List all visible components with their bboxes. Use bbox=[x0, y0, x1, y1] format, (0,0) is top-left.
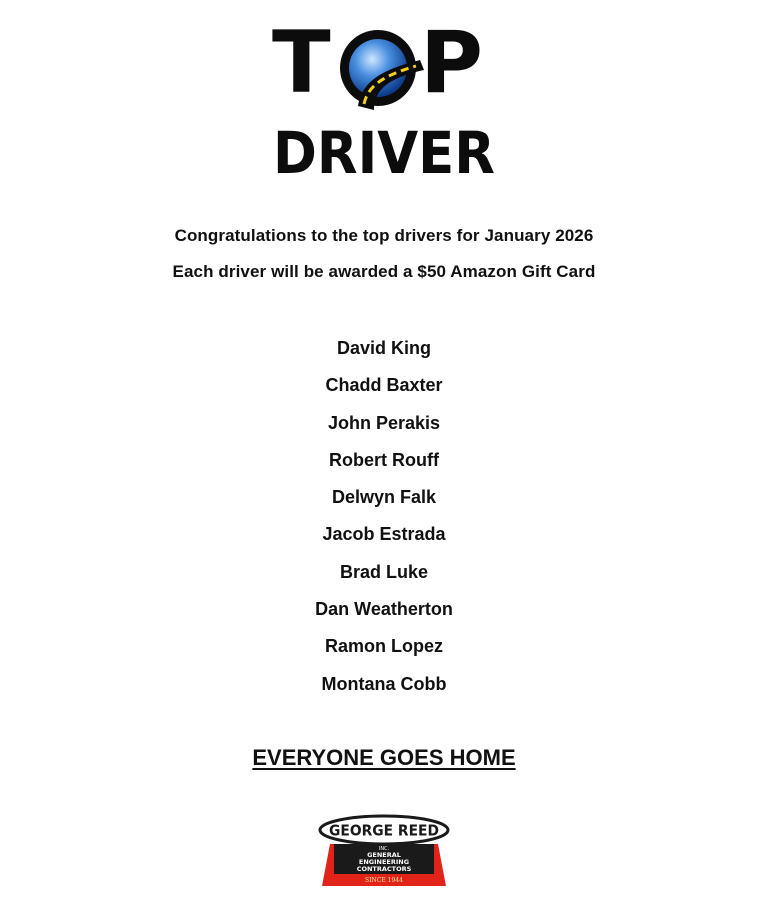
driver-name: Brad Luke bbox=[339, 561, 429, 582]
logo-company-name: GEORGE REED bbox=[329, 821, 439, 840]
logo-letter-p: P bbox=[420, 18, 484, 113]
driver-name: Jacob Estrada bbox=[322, 524, 446, 545]
driver-name: John Perakis bbox=[327, 412, 441, 433]
globe-icon bbox=[340, 30, 424, 110]
logo-line3: CONTRACTORS bbox=[356, 865, 412, 873]
logo-letter-t: T bbox=[272, 18, 331, 113]
driver-name: Robert Rouff bbox=[329, 449, 439, 470]
motto-heading: EVERYONE GOES HOME bbox=[252, 745, 516, 770]
george-reed-logo bbox=[318, 814, 450, 888]
logo-inc: INC. bbox=[378, 846, 390, 852]
logo-driver-text: DRIVER bbox=[273, 119, 495, 178]
driver-name: Chadd Baxter bbox=[325, 375, 443, 396]
logo-line2: ENGINEERING bbox=[358, 858, 410, 866]
driver-list bbox=[0, 337, 768, 710]
driver-name: Dan Weatherton bbox=[315, 599, 453, 620]
congratulations-text: Congratulations to the top drivers for January 2026 bbox=[174, 226, 594, 245]
driver-name: Ramon Lopez bbox=[324, 636, 443, 657]
top-driver-logo bbox=[270, 18, 498, 178]
logo-line1: GENERAL bbox=[367, 851, 401, 859]
logo-since: SINCE 1944 bbox=[365, 877, 403, 884]
driver-name: Delwyn Falk bbox=[331, 487, 437, 508]
driver-name: Montana Cobb bbox=[321, 673, 447, 694]
driver-name: David King bbox=[336, 338, 431, 358]
award-text: Each driver will be awarded a $50 Amazon Gift Card bbox=[172, 262, 596, 281]
